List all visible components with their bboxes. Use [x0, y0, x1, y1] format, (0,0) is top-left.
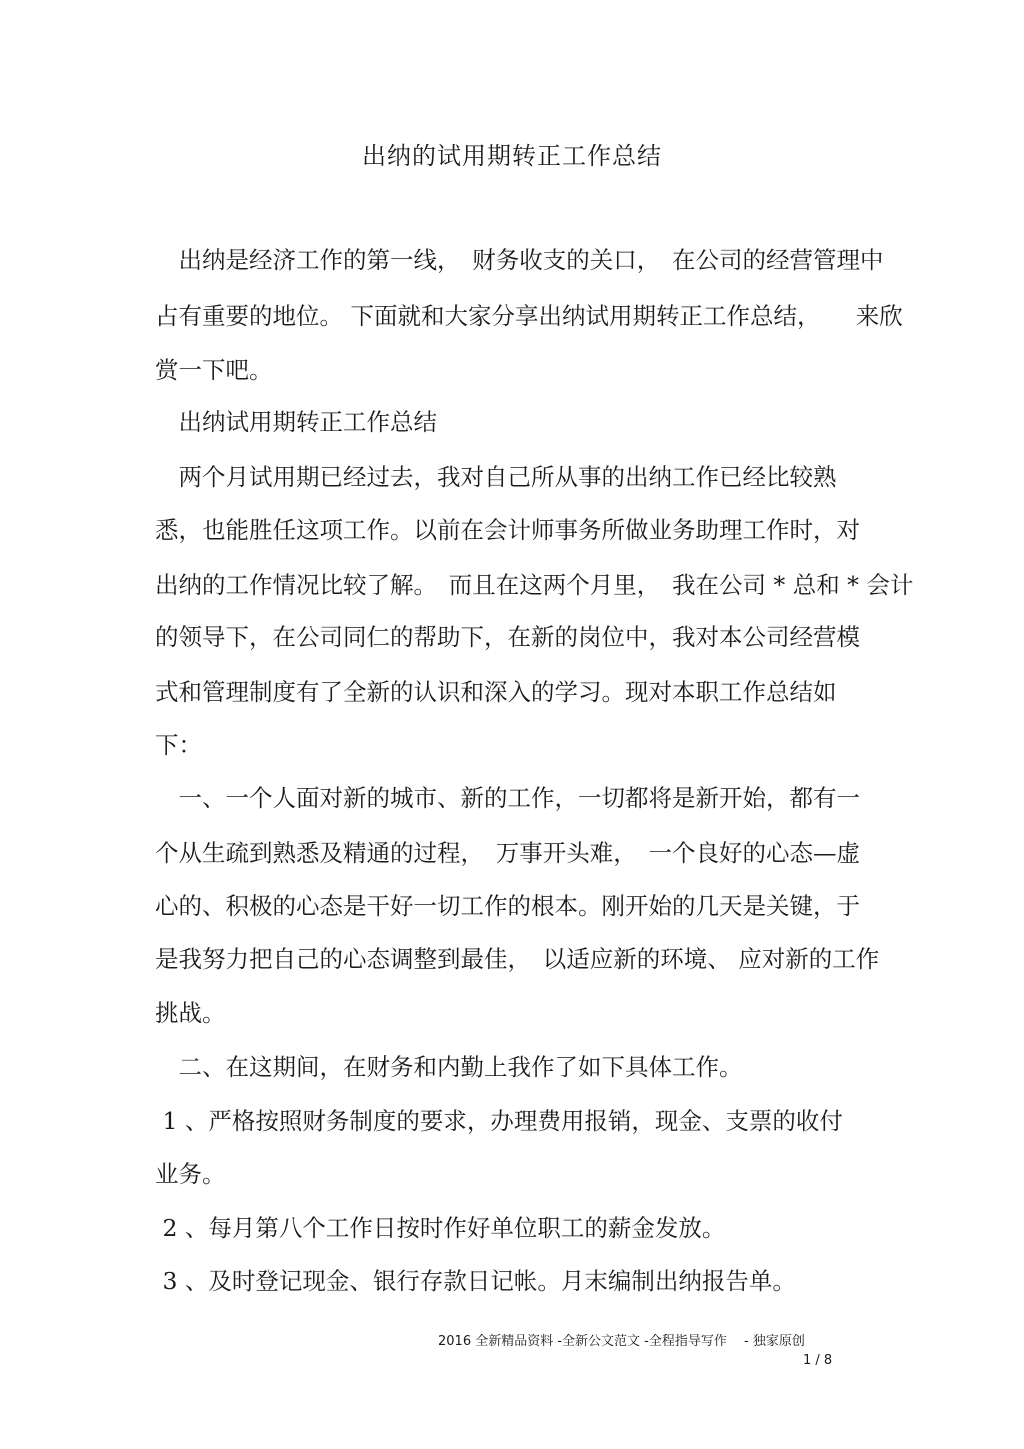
- list-item-3: 3 、及时登记现金、银行存款日记帐。月末编制出纳报告单。: [155, 1267, 796, 1295]
- body-line-8: 的领导下，在公司同仁的帮助下，在新的岗位中，我对本公司经营模: [155, 623, 860, 651]
- body-line-10: 下：: [155, 731, 202, 759]
- document-title: 出纳的试用期转正工作总结: [362, 142, 662, 170]
- list-item-2: 2 、每月第八个工作日按时作好单位职工的薪金发放。: [155, 1214, 726, 1242]
- body-line-1: 出纳是经济工作的第一线， 财务收支的关口， 在公司的经营管理中: [155, 246, 884, 274]
- body-line-9: 式和管理制度有了全新的认识和深入的学习。现对本职工作总结如: [155, 678, 837, 706]
- footer-note: 2016 全新精品资料 -全新公文范文 -全程指导写作 - 独家原创: [438, 1334, 805, 1349]
- body-line-13: 心的、积极的心态是干好一切工作的根本。刚开始的几天是关键，于: [155, 892, 860, 920]
- body-line-12: 个从生疏到熟悉及精通的过程， 万事开头难， 一个良好的心态—虚: [155, 839, 860, 867]
- body-line-2: 占有重要的地位。 下面就和大家分享出纳试用期转正工作总结， 来欣: [155, 302, 903, 330]
- body-line-16: 二、在这期间，在财务和内勤上我作了如下具体工作。: [155, 1053, 743, 1081]
- page-indicator: 1 / 8: [803, 1353, 833, 1368]
- body-line-6: 悉，也能胜任这项工作。以前在会计师事务所做业务助理工作时，对: [155, 516, 860, 544]
- list-item-1: 1 、严格按照财务制度的要求，办理费用报销，现金、支票的收付: [155, 1107, 843, 1135]
- body-line-3: 赏一下吧。: [155, 356, 273, 384]
- body-line-15: 挑战。: [155, 999, 226, 1027]
- section-heading: 出纳试用期转正工作总结: [155, 408, 437, 436]
- body-line-5: 两个月试用期已经过去，我对自己所从事的出纳工作已经比较熟: [155, 463, 837, 491]
- body-line-14: 是我努力把自己的心态调整到最佳， 以适应新的环境、 应对新的工作: [155, 945, 880, 973]
- body-line-7: 出纳的工作情况比较了解。 而且在这两个月里， 我在公司 * 总和 * 会计: [155, 571, 914, 599]
- body-line-11: 一、一个人面对新的城市、新的工作，一切都将是新开始，都有一: [155, 784, 860, 812]
- body-line-18: 业务。: [155, 1160, 226, 1188]
